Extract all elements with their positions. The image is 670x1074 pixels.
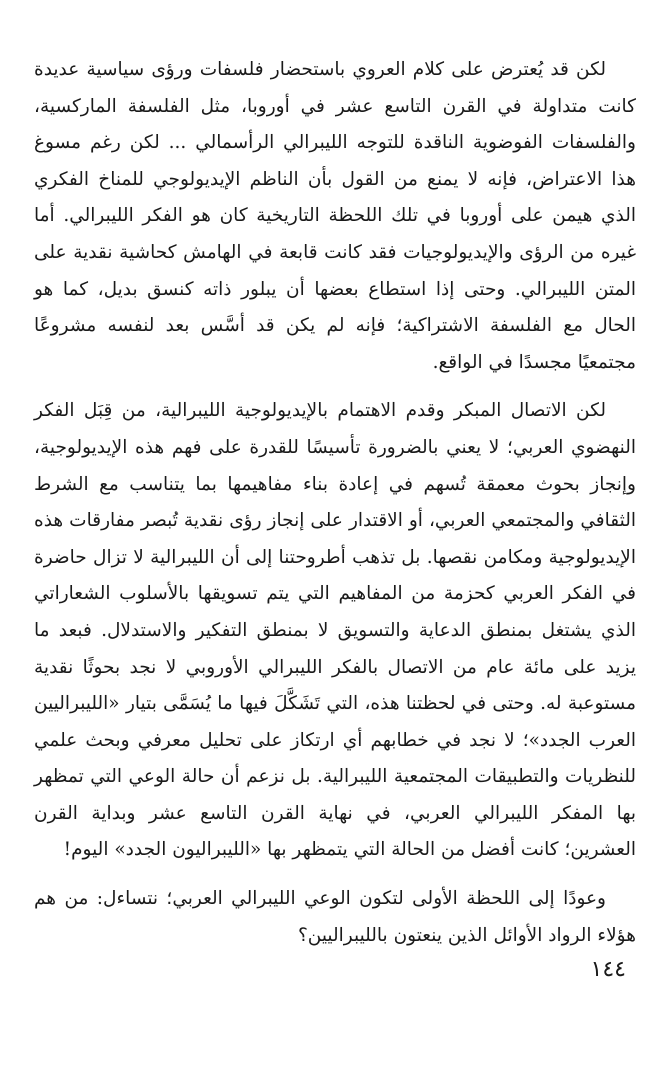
paragraph-1: لكن قد يُعترض على كلام العروي باستحضار فلسفات ورؤى سياسية عديدة كانت متداولة في القرن التاسع عشر في أوروبا، مثل الفلسفة الماركسية، والفلسفات الفوضوية الناقدة للتوجه الليبرالي الرأسمالي ... لكن رغم مسوغ هذا الاعتراض، فإنه لا يمنع من القول بأن الناظم الإيديولوجي للمناخ الفكري الذي هيمن على أوروبا في تلك اللحظة التاريخية كان هو الفكر الليبرالي. أما غيره من الرؤى والإيديولوجيات فقد كانت قابعة في الهامش كحاشية نقدية على المتن الليبرالي. وحتى إذا استطاع بعضها أن يبلور ذاته كنسق بديل، كما هو الحال مع الفلسفة الاشتراكية؛ فإنه لم يكن قد أسَّس بعد لنفسه مشروعًا مجتمعيًا مجسدًا في الواقع. (34, 59, 636, 373)
paragraph-3: وعودًا إلى اللحظة الأولى لتكون الوعي الليبرالي العربي؛ نتساءل: من هم هؤلاء الرواد الأوائل الذين ينعتون بالليبراليين؟ (34, 888, 636, 946)
book-page (34, 52, 636, 954)
page-number: ١٤٤ (590, 957, 626, 982)
paragraph-2: لكن الاتصال المبكر وقدم الاهتمام بالإيديولوجية الليبرالية، من قِبَل الفكر النهضوي العربي؛ لا يعني بالضرورة تأسيسًا للقدرة على فهم هذه الإيديولوجية، وإنجاز بحوث معمقة تُسهم في إعادة بناء مفاهيمها بما يتناسب مع الشرط الثقافي والمجتمعي العربي، أو الاقتدار على إنجاز رؤى نقدية تُبصر مفارقات هذه الإيديولوجية ومكامن نقصها. بل تذهب أطروحتنا إلى أن الليبرالية لا تزال حاضرة في الفكر العربي كحزمة من المفاهيم التي يتم تسويقها بالأسلوب الشعاراتي الذي يشتغل بمنطق الدعاية والتسويق لا بمنطق التفكير والاستدلال. فبعد ما يزيد على مائة عام من الاتصال بالفكر الليبرالي الأوروبي لا نجد بحوثًا نقدية مستوعبة له. وحتى في لحظتنا هذه، التي تَشَكَّلَ فيها ما يُسَمَّى بتيار «الليبراليين العرب الجدد»؛ لا نجد في خطابهم أي ارتكاز على تحليل معرفي وبحث علمي للنظريات والتطبيقات المجتمعية الليبرالية. بل نزعم أن حالة الوعي التي تمظهر بها المفكر الليبرالي العربي، في نهاية القرن التاسع عشر وبداية القرن العشرين؛ كانت أفضل من الحالة التي يتمظهر بها «الليبراليون الجدد» اليوم! (34, 400, 636, 861)
